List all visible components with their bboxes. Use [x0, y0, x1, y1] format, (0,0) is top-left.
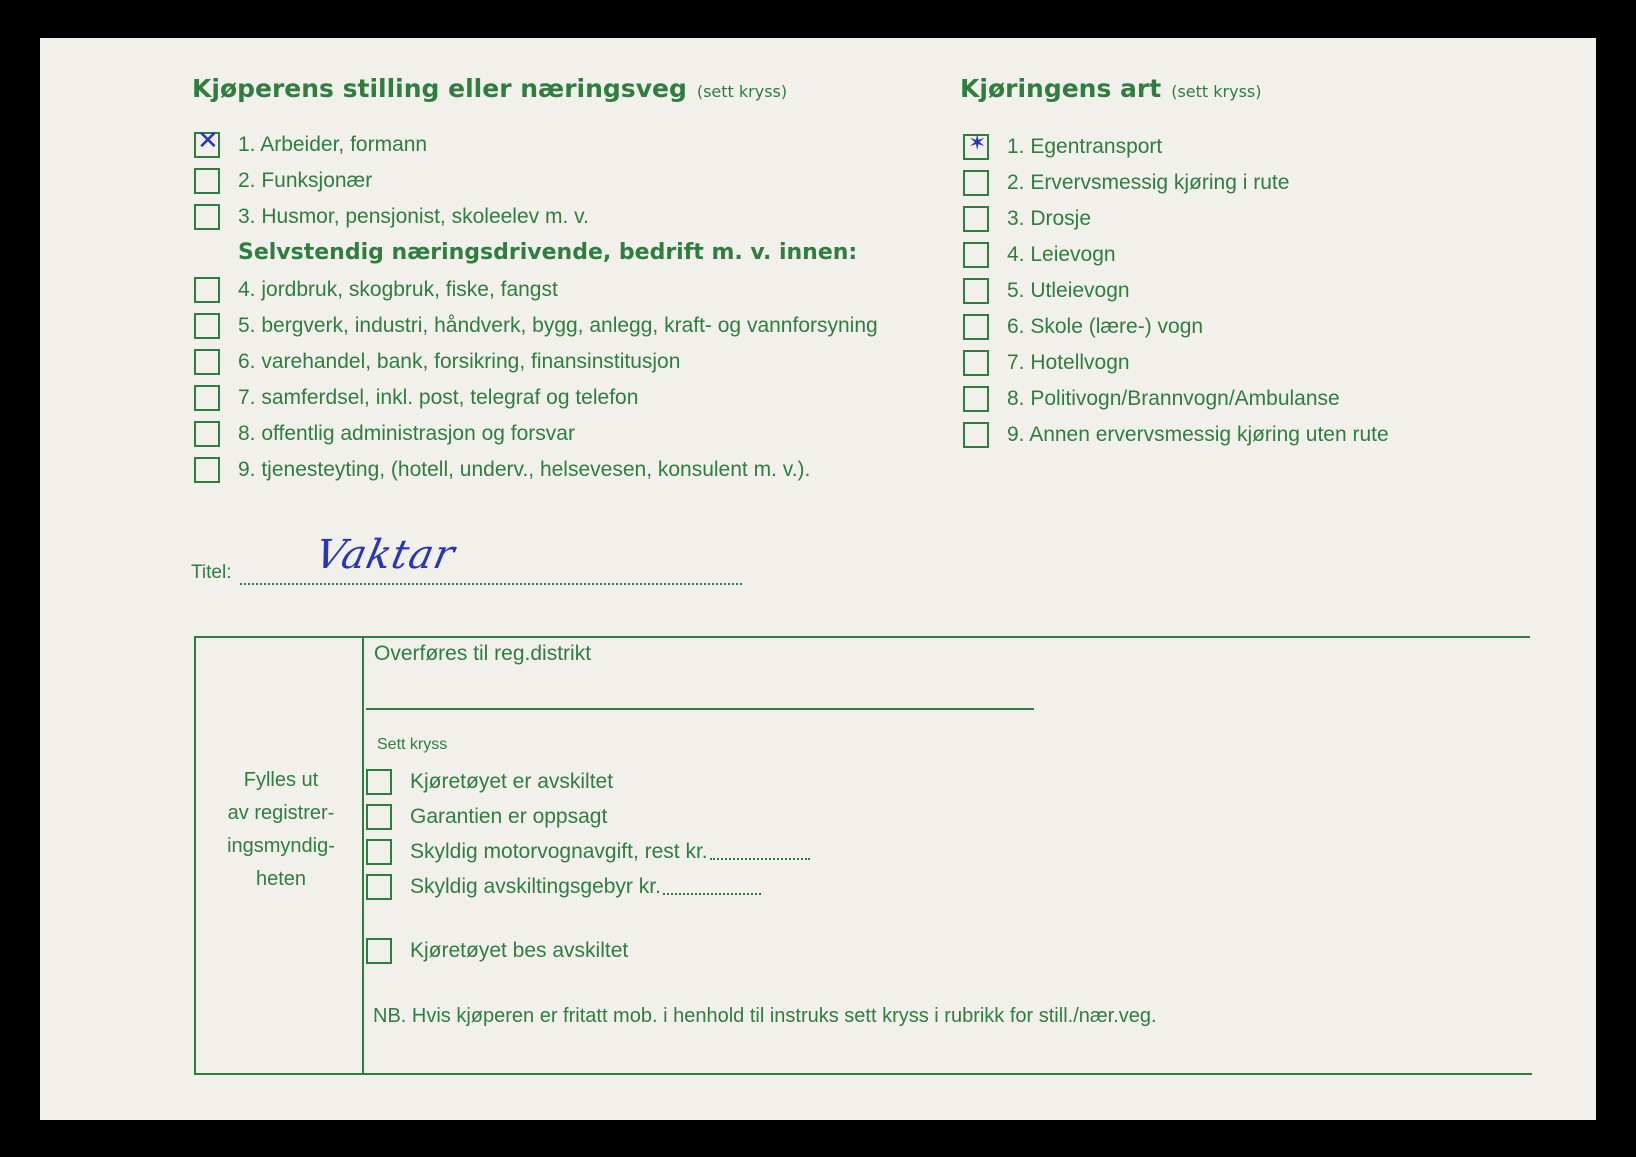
- checkbox[interactable]: [194, 277, 220, 303]
- titel-field[interactable]: [240, 583, 742, 585]
- registry-item-2[interactable]: [366, 801, 607, 833]
- checkbox[interactable]: [963, 131, 989, 160]
- left-subheading: Selvstendig næringsdrivende, bedrift m. v. innen:: [238, 240, 858, 265]
- checkbox[interactable]: [194, 385, 220, 411]
- amount-field[interactable]: [663, 879, 761, 895]
- right-item-label: 6. Skole (lære-) vogn: [1007, 315, 1204, 338]
- titel-handwritten-value: Vaktar: [311, 532, 460, 578]
- checkbox[interactable]: [963, 206, 989, 232]
- checkbox[interactable]: [194, 126, 220, 158]
- registry-item-label: Kjøretøyet bes avskiltet: [410, 939, 629, 962]
- frame-top-rule: [194, 636, 1530, 638]
- checkbox[interactable]: [194, 313, 220, 339]
- checkbox[interactable]: [366, 769, 392, 795]
- checkbox[interactable]: [194, 349, 220, 375]
- frame-bottom-rule: [194, 1073, 1532, 1075]
- right-item-1[interactable]: [963, 131, 1162, 163]
- right-item-label: 4. Leievogn: [1007, 243, 1116, 266]
- right-item-label: 1. Egentransport: [1007, 135, 1163, 158]
- left-item-label: 9. tjenesteyting, (hotell, underv., helsevesen, konsulent m. v.).: [238, 458, 811, 481]
- left-item-label: 6. varehandel, bank, forsikring, finansinstitusjon: [238, 350, 681, 373]
- left-item-label: 4. jordbruk, skogbruk, fiske, fangst: [238, 278, 558, 301]
- registry-side-label: [206, 764, 356, 896]
- side-label-line: heten: [255, 868, 307, 890]
- sett-kryss-label: Sett kryss: [377, 736, 448, 753]
- right-item-5[interactable]: [963, 275, 1130, 307]
- registry-item-label: Kjøretøyet er avskiltet: [410, 770, 614, 793]
- left-item-label: 5. bergverk, industri, håndverk, bygg, anlegg, kraft- og vannforsyning: [238, 314, 878, 337]
- right-item-4[interactable]: [963, 239, 1116, 271]
- side-label-line: av registrer-: [227, 802, 335, 824]
- left-item-9[interactable]: [194, 454, 810, 486]
- checkbox[interactable]: [963, 350, 989, 376]
- left-item-5[interactable]: [194, 310, 878, 342]
- transfer-label: Overføres til reg.distrikt: [374, 642, 592, 665]
- checkbox[interactable]: [963, 278, 989, 304]
- left-heading: [192, 74, 787, 103]
- right-item-label: 2. Ervervsmessig kjøring i rute: [1007, 171, 1290, 194]
- frame-divider: [362, 636, 364, 1075]
- left-heading-hint: (sett kryss): [696, 82, 788, 101]
- checkbox[interactable]: [963, 422, 989, 448]
- checkbox[interactable]: [366, 874, 392, 900]
- right-item-label: 3. Drosje: [1007, 207, 1092, 230]
- left-item-label: 3. Husmor, pensjonist, skoleelev m. v.: [238, 205, 589, 228]
- side-label-line: Fylles ut: [243, 769, 319, 791]
- checkbox[interactable]: [194, 168, 220, 194]
- registry-item-3[interactable]: [366, 836, 810, 868]
- registry-item-1[interactable]: [366, 766, 613, 798]
- checkbox[interactable]: [963, 314, 989, 340]
- left-item-label: 1. Arbeider, formann: [238, 133, 428, 156]
- right-heading-hint: (sett kryss): [1171, 82, 1262, 101]
- registry-item-4[interactable]: [366, 871, 761, 903]
- left-item-1[interactable]: [194, 126, 428, 161]
- left-item-2[interactable]: [194, 165, 372, 197]
- checkbox[interactable]: [963, 170, 989, 196]
- right-item-label: 9. Annen ervervsmessig kjøring uten rute: [1007, 423, 1389, 446]
- checkbox[interactable]: [194, 204, 220, 230]
- nb-note: NB. Hvis kjøperen er fritatt mob. i henhold til instruks sett kryss i rubrikk for still./nær.veg.: [373, 1005, 1157, 1027]
- checkbox[interactable]: [194, 457, 220, 483]
- transfer-district-field[interactable]: [366, 708, 1034, 710]
- frame-left-rule: [194, 636, 196, 1075]
- right-item-9[interactable]: [963, 419, 1389, 451]
- right-item-label: 7. Hotellvogn: [1007, 351, 1130, 374]
- checkbox[interactable]: [366, 804, 392, 830]
- left-item-7[interactable]: [194, 382, 638, 414]
- checkbox[interactable]: [366, 938, 392, 964]
- checkbox[interactable]: [194, 421, 220, 447]
- right-item-8[interactable]: [963, 383, 1340, 415]
- left-item-label: 8. offentlig administrasjon og forsvar: [238, 422, 575, 445]
- right-item-3[interactable]: [963, 203, 1091, 235]
- titel-label: Titel:: [191, 562, 232, 583]
- checkbox[interactable]: [366, 839, 392, 865]
- right-item-6[interactable]: [963, 311, 1203, 343]
- left-item-label: 7. samferdsel, inkl. post, telegraf og telefon: [238, 386, 639, 409]
- left-item-label: 2. Funksjonær: [238, 169, 373, 192]
- right-heading-text: Kjøringens art: [960, 74, 1162, 103]
- right-item-2[interactable]: [963, 167, 1289, 199]
- left-heading-text: Kjøperens stilling eller næringsveg: [192, 74, 687, 103]
- right-item-label: 8. Politivogn/Brannvogn/Ambulanse: [1007, 387, 1340, 410]
- amount-field[interactable]: [710, 844, 810, 860]
- checkbox[interactable]: [963, 386, 989, 412]
- left-item-6[interactable]: [194, 346, 680, 378]
- right-item-label: 5. Utleievogn: [1007, 279, 1130, 302]
- side-label-line: ingsmyndig-: [227, 835, 335, 857]
- check-mark-icon: ✶: [968, 131, 987, 156]
- check-mark-icon: ✕: [197, 126, 219, 156]
- left-item-4[interactable]: [194, 274, 558, 306]
- left-item-3[interactable]: [194, 201, 589, 233]
- registry-item-label: Skyldig motorvognavgift, rest kr.: [410, 840, 708, 863]
- left-item-8[interactable]: [194, 418, 575, 450]
- registry-item-label: Skyldig avskiltingsgebyr kr.: [410, 875, 661, 898]
- checkbox[interactable]: [963, 242, 989, 268]
- right-item-7[interactable]: [963, 347, 1130, 379]
- registry-item-bes[interactable]: [366, 935, 628, 967]
- right-heading: [960, 74, 1261, 103]
- registry-item-label: Garantien er oppsagt: [410, 805, 608, 828]
